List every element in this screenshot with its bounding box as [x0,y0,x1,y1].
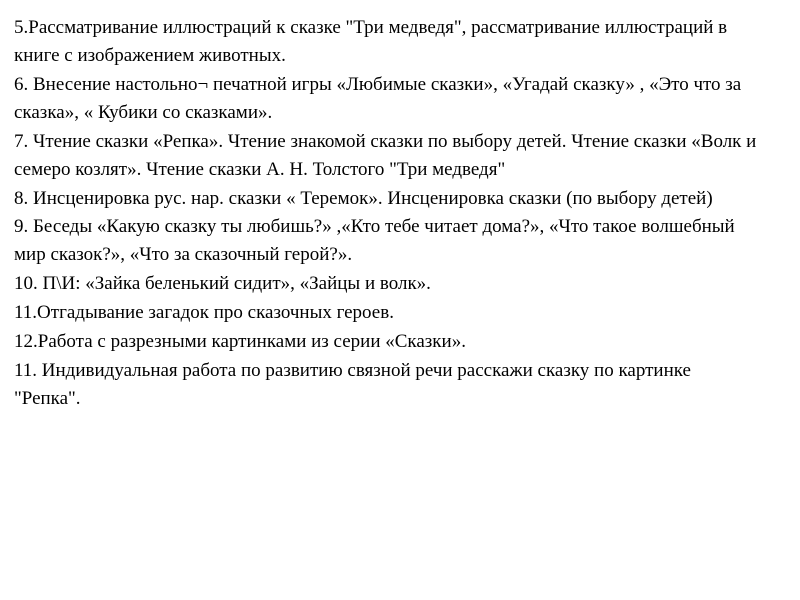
paragraph-10: 10. П\И: «Зайка беленький сидит», «Зайцы и волк». [14,273,431,295]
paragraph-12: 12.Работа с разрезными картинками из серии «Сказки». [14,331,466,353]
paragraph-11-individual-work: 11. Индивидуальная работа по развитию связной речи расскажи сказку по картинке "Репка". [14,360,696,409]
paragraph-9: 9. Беседы «Какую сказку ты любишь?» ,«Кто тебе читает дома?», «Что такое волшебный мир сказок?», «Что за сказочный герой?». [14,216,740,266]
paragraph-5: 5.Рассматривание иллюстраций к сказке "Три медведя", рассматривание иллюстраций в книге с изображением животных. [14,17,732,66]
paragraph-11-riddles: 11.Отгадывание загадок про сказочных героев. [14,302,394,324]
document-body [14,14,760,413]
paragraph-8: 8. Инсценировка рус. нар. сказки « Теремок». Инсценировка сказки (по выбору детей) [14,187,713,209]
paragraph-7: 7. Чтение сказки «Репка». Чтение знакомой сказки по выбору детей. Чтение сказки «Волк и семеро козлят». Чтение сказки А. Н. Толстого "Три медведя" [14,130,762,180]
paragraph-6: 6. Внесение настольно¬ печатной игры «Любимые сказки», «Угадай сказку» , «Это что за сказка», « Кубики со сказками». [14,73,746,123]
